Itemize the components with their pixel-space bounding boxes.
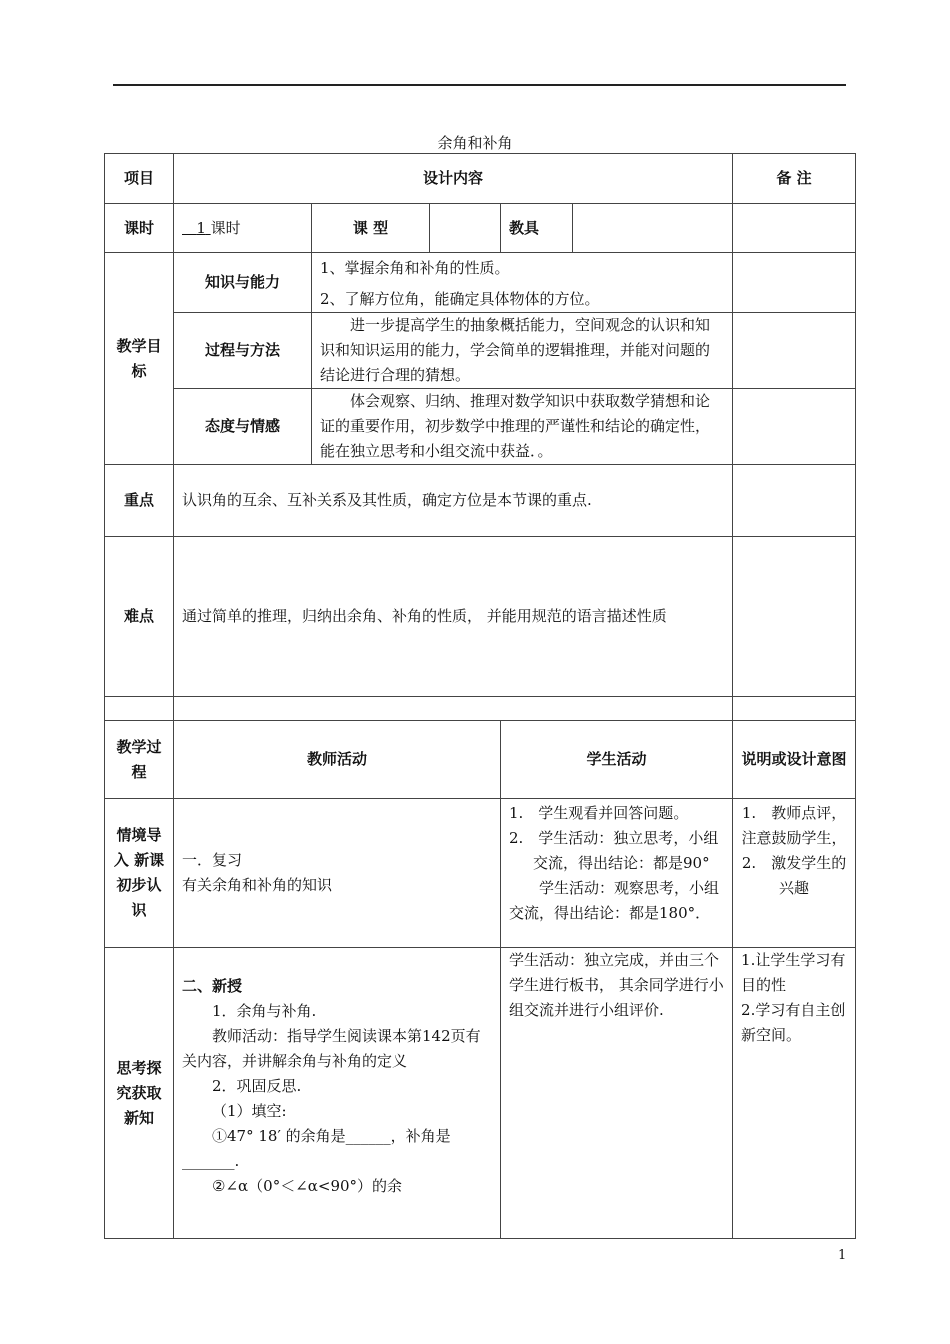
lesson-tools-label: 教具 [501, 204, 573, 253]
stage1-row [105, 799, 856, 948]
stage1-teacher [174, 799, 501, 948]
stage2-teacher-line: ①47° 18′ 的余角是______，补角是_______. [182, 1127, 451, 1170]
document-title: 余角和补角 [437, 134, 513, 152]
lesson-hours-unit: 课时 [210, 218, 241, 237]
header-rule [113, 84, 846, 86]
knowledge-note [733, 253, 856, 313]
difficulty-note [733, 537, 856, 697]
lesson-hours-label: 课时 [105, 204, 174, 253]
stage1-teacher-line: 有关余角和补角的知识 [182, 876, 333, 894]
stage2-note [733, 948, 856, 1239]
stage2-teacher-line: 2．巩固反思. [212, 1077, 302, 1095]
key-point-note [733, 465, 856, 537]
process-text: 进一步提高学生的抽象概括能力，空间观念的认识和知识和知识运用的能力，学会简单的逻辑推理，并能对问题的结论进行合理的猜想。 [320, 316, 711, 384]
student-activity-header: 学生活动 [501, 721, 733, 799]
process-content [312, 313, 733, 389]
stage2-teacher-line: ②∠α（0°＜∠α<90°）的余 [212, 1177, 403, 1195]
stage2-row [105, 948, 856, 1239]
teacher-activity-header: 教师活动 [174, 721, 501, 799]
key-point-label: 重点 [105, 465, 174, 537]
spacer-cell [733, 697, 856, 721]
stage2-label: 思考探究获取新知 [105, 948, 174, 1239]
stage2-teacher-line: 1．余角与补角. [212, 1002, 317, 1020]
stage1-student-line: 2. 学生活动：独立思考，小组交流，得出结论：都是90° [509, 829, 719, 872]
stage1-note [733, 799, 856, 948]
stage1-student [501, 799, 733, 948]
lesson-hours-value: 1 [196, 218, 206, 237]
lesson-tools-value [573, 204, 733, 253]
stage2-note-line: 1.让学生学习有目的性 [741, 951, 846, 994]
stage2-teacher [174, 948, 501, 1239]
key-point-row [105, 465, 856, 537]
difficulty-text: 通过简单的推理，归纳出余角、补角的性质， 并能用规范的语言描述性质 [174, 537, 733, 697]
stage1-student-line: 学生活动：观察思考，小组交流，得出结论：都是180°． [509, 879, 720, 922]
process-header-row [105, 721, 856, 799]
header-row [105, 154, 856, 204]
lesson-row-note [733, 204, 856, 253]
difficulty-row [105, 537, 856, 697]
page-number: 1 [838, 1248, 847, 1263]
stage2-teacher-line: 教师活动：指导学生阅读课本第142页有关内容，并讲解余角与补角的定义 [182, 1027, 481, 1070]
spacer-cell [174, 697, 733, 721]
process-note [733, 313, 856, 389]
key-point-text: 认识角的互余、互补关系及其性质，确定方位是本节课的重点. [174, 465, 733, 537]
objective-knowledge-row [105, 253, 856, 313]
attitude-note [733, 389, 856, 465]
stage2-teacher-line: （1）填空: [212, 1102, 287, 1120]
process-header-label: 教学过程 [105, 721, 174, 799]
stage2-teacher-heading: 二、新授 [182, 977, 243, 995]
spacer-cell [105, 697, 174, 721]
lesson-hours-cell [174, 204, 312, 253]
stage1-note-line: 1. 教师点评，注意鼓励学生， [741, 804, 847, 847]
spacer-row [105, 697, 856, 721]
knowledge-label: 知识与能力 [174, 253, 312, 313]
note-header: 说明或设计意图 [733, 721, 856, 799]
lesson-type-value [430, 204, 501, 253]
header-content: 设计内容 [174, 154, 733, 204]
objective-attitude-row [105, 389, 856, 465]
stage2-note-line: 2.学习有自主创新空间。 [741, 1001, 846, 1044]
stage1-teacher-line: 一．复习 [182, 851, 243, 869]
header-item: 项目 [105, 154, 174, 204]
stage2-student-text: 学生活动：独立完成，并由三个学生进行板书， 其余同学进行小组交流并进行小组评价. [509, 951, 724, 1019]
stage1-label: 情境导入 新课初步认识 [105, 799, 174, 948]
lesson-row [105, 204, 856, 253]
stage2-student [501, 948, 733, 1239]
header-note: 备 注 [733, 154, 856, 204]
attitude-text: 体会观察、归纳、推理对数学知识中获取数学猜想和论证的重要作用，初步数学中推理的严谨性和结论的确定性，能在独立思考和小组交流中获益．。 [320, 392, 711, 460]
attitude-content [312, 389, 733, 465]
difficulty-label: 难点 [105, 537, 174, 697]
lesson-type-label: 课 型 [312, 204, 430, 253]
process-label: 过程与方法 [174, 313, 312, 389]
attitude-label: 态度与情感 [174, 389, 312, 465]
stage1-student-line: 1. 学生观看并回答问题。 [509, 804, 689, 822]
knowledge-line: 2、了解方位角，能确定具体物体的方位。 [320, 290, 600, 308]
objective-process-row [105, 313, 856, 389]
lesson-plan-table [104, 153, 856, 1239]
knowledge-line: 1、掌握余角和补角的性质。 [320, 259, 510, 277]
objectives-label: 教学目标 [105, 253, 174, 465]
knowledge-content [312, 253, 733, 313]
stage1-note-line: 2. 激发学生的兴趣 [741, 854, 847, 897]
